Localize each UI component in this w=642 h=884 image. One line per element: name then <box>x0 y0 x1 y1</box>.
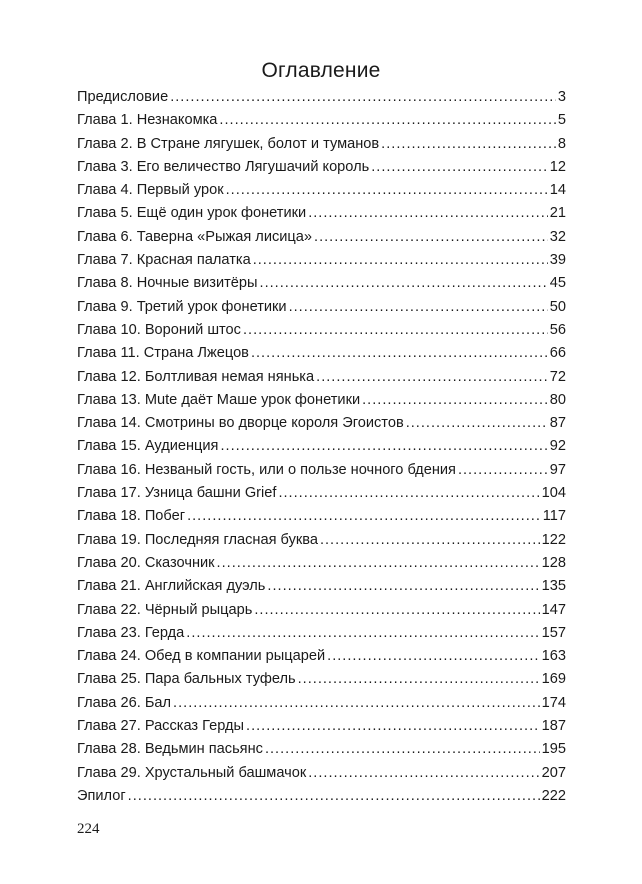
toc-entry-label: Глава 16. Незваный гость, или о пользе ночного бдения <box>77 461 456 478</box>
toc-entry-page: 163 <box>541 648 566 665</box>
toc-entry <box>77 109 566 132</box>
toc-entry-label: Глава 4. Первый урок <box>77 182 224 199</box>
toc-entry-page: 8 <box>557 135 566 152</box>
toc-entry-page: 3 <box>557 89 566 105</box>
toc-dot-leader <box>253 249 548 272</box>
toc-dot-leader <box>217 552 540 575</box>
toc-entry-page: 92 <box>549 438 566 455</box>
page-number: 224 <box>77 821 100 837</box>
toc-entry <box>77 692 566 715</box>
toc-entry-page: 5 <box>557 112 566 129</box>
toc-dot-leader <box>362 389 548 412</box>
toc-dot-leader <box>170 86 556 109</box>
toc-entry-label: Глава 10. Вороний штос <box>77 321 241 338</box>
toc-entry <box>77 575 566 598</box>
toc-entry <box>77 435 566 458</box>
toc-entry-page: 195 <box>541 741 566 758</box>
toc-entry-page: 72 <box>549 368 566 385</box>
toc-entry <box>77 226 566 249</box>
toc-dot-leader <box>254 599 539 622</box>
toc-entry-page: 32 <box>549 228 566 245</box>
toc-dot-leader <box>267 575 539 598</box>
toc-entry <box>77 296 566 319</box>
toc-entry-page: 14 <box>549 182 566 199</box>
toc-entry-label: Глава 11. Страна Лжецов <box>77 345 249 362</box>
toc-entry-label: Глава 19. Последняя гласная буква <box>77 531 318 548</box>
toc-entry-label: Глава 15. Аудиенция <box>77 438 219 455</box>
toc-entry-label: Глава 24. Обед в компании рыцарей <box>77 648 326 665</box>
toc-dot-leader <box>298 668 540 691</box>
toc-entry <box>77 179 566 202</box>
toc-entry-label: Глава 25. Пара бальных туфель <box>77 671 296 688</box>
toc-entry-page: 50 <box>549 298 566 315</box>
toc-entry-page: 97 <box>549 461 566 478</box>
toc-dot-leader <box>187 505 541 528</box>
toc-entry-page: 12 <box>549 158 566 175</box>
toc-entry-label: Глава 27. Рассказ Герды <box>77 718 245 735</box>
toc-entry <box>77 599 566 622</box>
toc-entry-page: 45 <box>549 275 566 292</box>
toc-entry <box>77 133 566 156</box>
toc-dot-leader <box>327 645 540 668</box>
toc-dot-leader <box>265 738 540 761</box>
toc-entry-label: Эпилог <box>77 787 126 804</box>
toc-entry-page: 80 <box>549 391 566 408</box>
toc-entry <box>77 645 566 668</box>
toc-entry-label: Глава 26. Бал <box>77 694 172 711</box>
toc-entry <box>77 342 566 365</box>
toc-dot-leader <box>308 202 548 225</box>
toc-dot-leader <box>278 482 539 505</box>
toc-dot-leader <box>308 762 539 785</box>
toc-entry-page: 66 <box>549 345 566 362</box>
toc-entry <box>77 552 566 575</box>
toc-entry <box>77 86 566 109</box>
toc-entry <box>77 622 566 645</box>
toc-dot-leader <box>226 179 548 202</box>
toc-dot-leader <box>243 319 548 342</box>
toc-entry-page: 39 <box>549 252 566 269</box>
toc-entry-label: Глава 20. Сказочник <box>77 554 215 571</box>
toc-entry <box>77 412 566 435</box>
toc-entry <box>77 389 566 412</box>
toc-entry-label: Глава 18. Побег <box>77 508 186 525</box>
toc-entry-label: Глава 7. Красная палатка <box>77 252 251 269</box>
toc-dot-leader <box>173 692 540 715</box>
toc-entry <box>77 529 566 552</box>
toc-entry-label: Глава 8. Ночные визитёры <box>77 275 258 292</box>
toc-dot-leader <box>406 412 548 435</box>
toc-entry-label: Глава 14. Смотрины во дворце короля Эгоистов <box>77 415 404 432</box>
toc-dot-leader <box>246 715 540 738</box>
toc-entry <box>77 366 566 389</box>
toc-entry-page: 187 <box>541 718 566 735</box>
toc-entry-page: 21 <box>549 205 566 222</box>
toc-dot-leader <box>320 529 540 552</box>
toc-entry <box>77 202 566 225</box>
toc-dot-leader <box>316 366 548 389</box>
toc-entry <box>77 505 566 528</box>
toc-dot-leader <box>289 296 548 319</box>
toc-entry-page: 174 <box>541 694 566 711</box>
toc-entry-page: 56 <box>549 321 566 338</box>
toc-entry-label: Глава 28. Ведьмин пасьянс <box>77 741 263 758</box>
toc-entry <box>77 272 566 295</box>
toc-dot-leader <box>371 156 548 179</box>
toc-dot-leader <box>314 226 548 249</box>
toc-entry-page: 135 <box>541 578 566 595</box>
toc-entry-label: Глава 21. Английская дуэль <box>77 578 266 595</box>
toc-entry <box>77 459 566 482</box>
toc-dot-leader <box>219 109 555 132</box>
toc-entry-page: 157 <box>541 624 566 641</box>
toc-entry-page: 87 <box>549 415 566 432</box>
toc-entry-page: 128 <box>541 554 566 571</box>
toc-entry-label: Глава 3. Его величество Лягушачий король <box>77 158 370 175</box>
toc-entry-label: Глава 12. Болтливая немая нянька <box>77 368 315 385</box>
toc-dot-leader <box>381 133 556 156</box>
toc-entry <box>77 762 566 785</box>
toc-entry <box>77 482 566 505</box>
toc-entry <box>77 249 566 272</box>
toc-entry-label: Глава 2. В Стране лягушек, болот и туманов <box>77 135 380 152</box>
toc-entry-label: Глава 6. Таверна «Рыжая лисица» <box>77 228 313 245</box>
toc-dot-leader <box>220 435 547 458</box>
toc-entry-label: Предисловие <box>77 89 169 105</box>
toc-entry <box>77 715 566 738</box>
toc-entry <box>77 785 566 808</box>
toc-entry-label: Глава 9. Третий урок фонетики <box>77 298 287 315</box>
toc-dot-leader <box>251 342 548 365</box>
toc-dot-leader <box>458 459 548 482</box>
toc-entry-page: 117 <box>542 508 566 525</box>
toc-entry-page: 222 <box>541 787 566 804</box>
page-title: Оглавление <box>261 59 381 82</box>
toc-entry-label: Глава 23. Герда <box>77 624 185 641</box>
toc-entry-label: Глава 13. Mute даёт Маше урок фонетики <box>77 391 361 408</box>
toc-entry-label: Глава 1. Незнакомка <box>77 112 218 129</box>
toc-dot-leader <box>260 272 548 295</box>
toc-entry <box>77 738 566 761</box>
toc-entry-page: 207 <box>541 764 566 781</box>
toc-entry-label: Глава 29. Хрустальный башмачок <box>77 764 307 781</box>
table-of-contents <box>77 86 566 808</box>
toc-entry-page: 169 <box>541 671 566 688</box>
toc-entry <box>77 156 566 179</box>
toc-dot-leader <box>186 622 539 645</box>
toc-entry <box>77 668 566 691</box>
toc-dot-leader <box>128 785 540 808</box>
toc-entry-label: Глава 17. Узница башни Grief <box>77 485 277 502</box>
toc-entry-page: 147 <box>541 601 566 618</box>
toc-entry-page: 122 <box>541 531 566 548</box>
toc-entry <box>77 319 566 342</box>
toc-entry-page: 104 <box>541 485 566 502</box>
toc-entry-label: Глава 5. Ещё один урок фонетики <box>77 205 307 222</box>
toc-entry-label: Глава 22. Чёрный рыцарь <box>77 601 253 618</box>
